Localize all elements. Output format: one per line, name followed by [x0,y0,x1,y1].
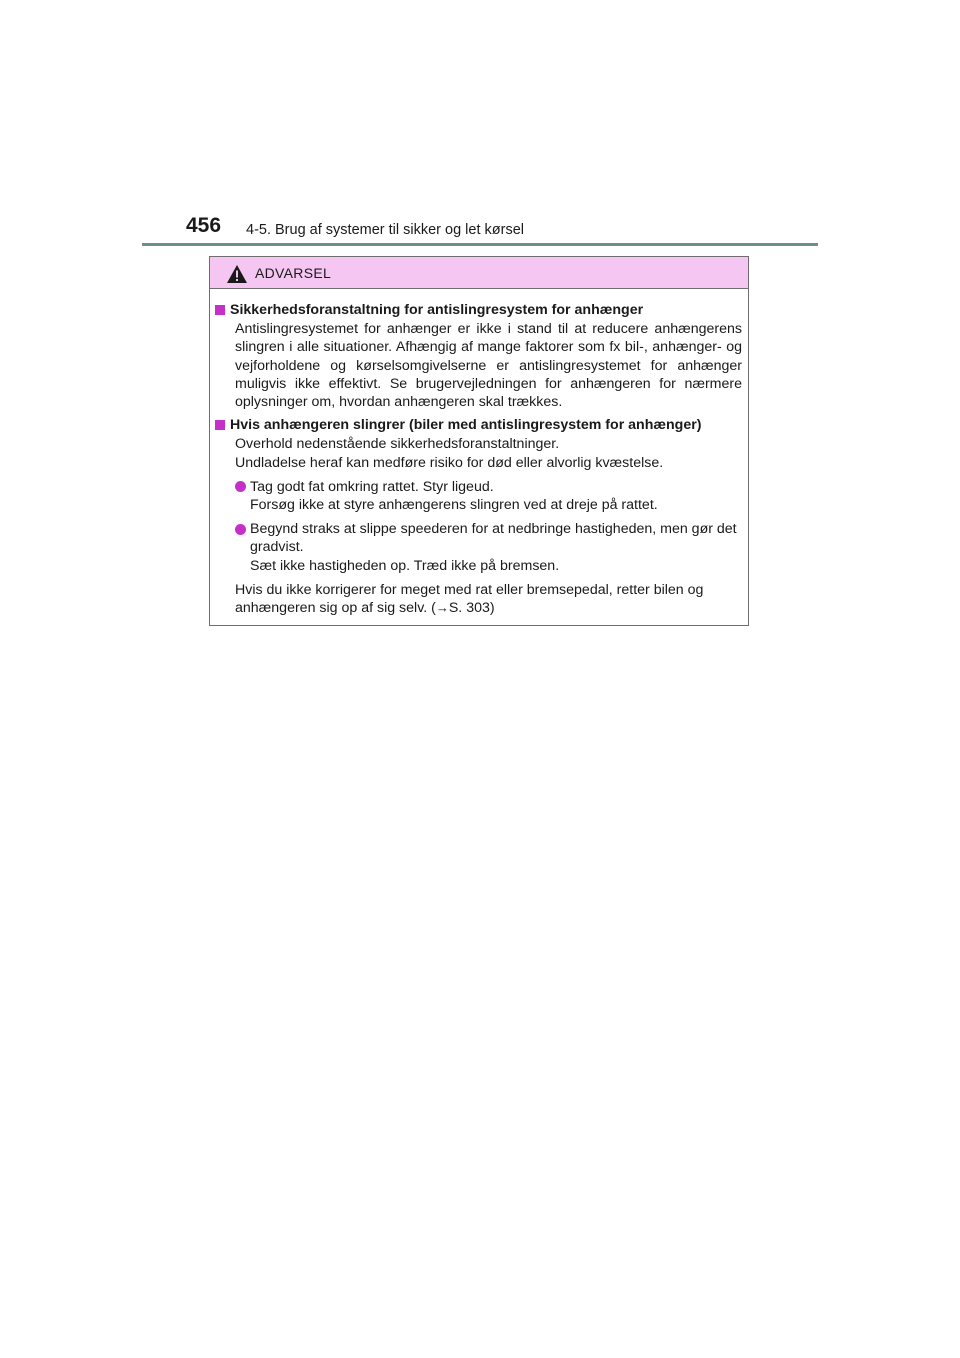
closing-paragraph [235,581,742,617]
section-paragraph: Antislingresystemet for anhænger er ikke i stand til at reducere anhængerens slingren i alle situationer. Afhængig af mange faktorer som fx bil-, anhænger- og vejforholdene og kørselsomgivelserne er antislingresystemet for anhænger muligvis ikke effektivt. Se brugervejledningen for anhængeren for nærmere oplysninger om, hvordan anhængeren skal trækkes. [235,321,742,411]
warning-label: ADVARSEL [255,265,332,281]
paragraph-line: Undladelse heraf kan medføre risiko for død eller alvorlig kvæstelse. [235,454,664,471]
list-item-line: Begynd straks at slippe speederen for at nedbringe hastigheden, men gør det gradvist. [250,521,737,556]
list-item-line: Forsøg ikke at styre anhængerens slingren ved at dreje på rattet. [250,497,658,514]
section-heading [215,416,742,434]
header-divider [142,243,818,246]
list-item [235,520,742,575]
list-item-line: Sæt ikke hastigheden op. Træd ikke på bremsen. [250,557,560,574]
square-bullet-icon [215,305,225,315]
section-heading-text: Hvis anhængeren slingrer (biler med antislingresystem for anhænger) [230,417,702,434]
square-bullet-icon [215,420,225,430]
warning-header [210,257,748,289]
section-title: 4-5. Brug af systemer til sikker og let kørsel [246,222,524,238]
list-item [235,478,742,514]
arrow-icon: → [435,600,449,616]
round-bullet-icon [235,524,246,535]
paragraph-line: Overhold nedenstående sikkerhedsforanstaltninger. [235,436,560,453]
section-heading-text: Sikkerhedsforanstaltning for antislingresystem for anhænger [230,302,644,318]
warning-box [209,256,749,626]
section-paragraph [235,435,742,471]
warning-triangle-icon [226,264,248,284]
closing-text: Hvis du ikke korrigerer for meget med rat eller bremsepedal, retter bilen og anhængeren sig op af sig selv. ( [235,581,704,617]
page-number: 456 [186,214,222,237]
list-item-line: Tag godt fat omkring rattet. Styr ligeud. [250,478,494,495]
round-bullet-icon [235,481,246,492]
page-header [186,214,816,244]
section-heading [215,301,742,319]
page-reference-link[interactable]: S. 303) [448,600,495,617]
warning-body [210,289,748,617]
